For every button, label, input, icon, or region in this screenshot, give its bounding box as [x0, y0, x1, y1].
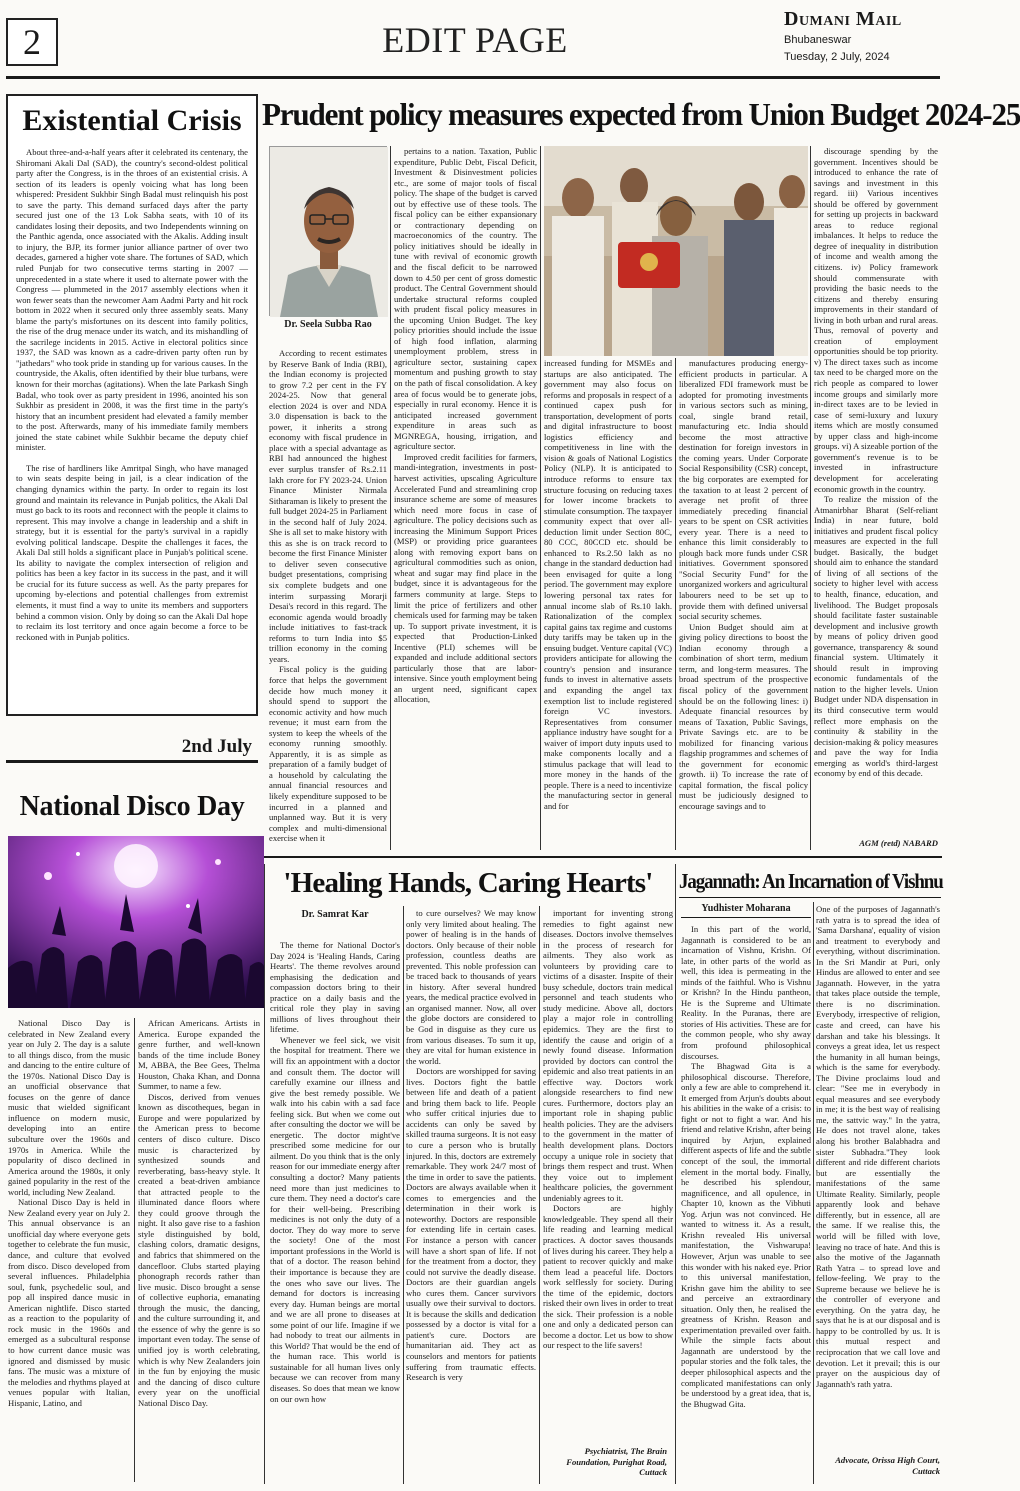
existential-paragraph-1: About three-and-a-half years after it celebrated its centenary, the Shiromani Akali Dal (SAD), the country's second-oldest political party after the Congress, is in the throes of an existential crisis. A section of its leaders is openly voicing what has long been whispered: President Sukhbir Singh Badal must relinquish his post to save the party. This demand surfaced days after the party secured just one of the 13 Lok Sabha seats, with 10 of its candidates losing their deposits, and two Independents winning on the Panthic agenda, once associated with the Akalis. Adding insult to injury, the BJP, its former junior alliance partner of over two decades, garnered a higher vote share. The fortunes of SAD, which ruled Punjab for two consecutive terms starting in 2007 — unprecedented in a state where it used to alternate power with the Congress — plummeted in the 2017 assembly elections when it won fewer seats than the newcomer Aam Aadmi Party and hit rock bottom in 2022 when it secured only three assembly seats. Many blame the party's misfortunes on its descent into family politics, the rise of the drug menace under its watch, and its mishandling of the sacrilege incidents in 2015. Active in electoral politics since 1937, the SAD was known as a cadre-driven party often run by "jathedars" who took pride in standing up for various causes. In the countryside, the Akalis, often identified by their blue turbans, were known for their morchas (agitations). When the late Parkash Singh Badal, who took over as party president in 1996, anointed his son Sukhbir as president in 2008, it was the first time in the party's history that an incumbent president had elevated a family member to the post. Afterwards, many of his immediate family members joined the state cabinet while Sukhbir became the deputy chief minister.	[16, 147, 248, 453]
paragraph: discourage spending by the government. Incentives should be introduced to enhance the rate of savings and investment in this regard. iii) Various incentives should be offered by government for setting up projects in backward areas to reduce regional imbalances. It helps to reduce the degree of inequality in distribution of income and wealth among the citizens. iv) Policy framework should commensurate with providing the basic needs to the citizens and thereby ensuring improvements in their standard of living in both urban and rural areas. Thus, removal of poverty and creation of employment opportunities should be top priority. v) The direct taxes such as income tax need to be charged more on the rich people as compared to lower income groups and similarly more in-direct taxes are to be levied in case of semi-luxury and luxury items which are mostly consumed by upper class and high-income groups. vi) A sizeable portion of the government's revenue is to be invested in infrastructure development for accelerating economic growth in the country.	[814, 146, 938, 494]
existential-crisis-box	[6, 94, 258, 716]
paragraph: Fiscal policy is the guiding force that helps the government decide how much money it should spend to support the economic activity and how much revenue; it must earn from the system to keep the wheels of the economy running smoothly. Apparently, it is as simple as preparation of a family budget of a household by calculating the annual financial resources and likely expenditure supposed to be incurred in a planned and unplanned way. But it is very complex and multi-dimensional exercise when it	[269, 664, 387, 844]
budget-column-4	[679, 358, 808, 848]
healing-column-2	[406, 908, 536, 1484]
jagannath-author: Yudhister Moharana	[701, 903, 791, 914]
existential-paragraph-2: The rise of hardliners like Amritpal Singh, who have managed to win seats despite being in jail, is a clear indication of the changing dynamics within the party. In order to regain its lost ground and maintain its relevance in Punjab politics, the Akali Dal must go back to its roots and reconnect with the people it claims to represent. This may involve a change in leadership and a shift in strategy, but it is essential for the party's survival in a rapidly evolving political landscape. Despite the challenges it faces, the Akali Dal still holds a significant place in Punjab's political scene. Its ability to navigate the complex intersection of religion and politics has been a key factor in its success in the past, and it will be crucial for its future success as well. As the party prepares for upcoming by-elections and potential challenges from extremist elements, it must find a way to unite its members and supporters behind a common vision. Only by doing so can the Akali Dal hope to reclaim its lost territory and once again become a force to be reckoned with in Punjab politics.	[16, 462, 248, 642]
budget-photo	[544, 146, 808, 356]
paragraph: According to recent estimates by Reserve Bank of India (RBI), the Indian economy is projected to grow 7.2 per cent in the FY 2024-25. Now that general election 2024 is over and NDA 3.0 dispensation is back to the power, it inherits a strong economy with fiscal prudence in place with a special advantage as RBI had announced the highest ever surplus transfer of Rs.2.11 lakh crore for FY 2023-24. Union Finance Minister Nirmala Sitharaman is likely to present the full budget 2024-25 in Parliament in the second half of July 2024. She is all set to make history with this as she is on track record to become the first Finance Minister to deliver seven consecutive budget presentations, comprising six complete budgets and one interim surpassing Morarji Desai's record in this regard. The economic agenda would broadly include initiatives to fast-track reforms to turn India into $5 trillion economy in the coming years.	[269, 348, 387, 664]
paragraph: African Americans. Artists in America. Europe expanded the genre further, and well-known bands of the time include Boney M, ABBA, the Bee Gees, Thelma Houston, Chaka Khan, and Donna Summer, to name a few.	[138, 1018, 260, 1092]
healing-column-1	[270, 940, 400, 1484]
disco-tag-rule	[6, 760, 258, 763]
budget-column-2	[394, 146, 537, 848]
paragraph: Union Budget should aim at giving policy directions to boost the Indian economy through a combination of short term, medium term, and long-term measures. The broad spectrum of the prospective fiscal policy of the government should be on the following lines: i) Adequate financial resources by means of Taxation, Public Savings, Private Savings etc. are to be mobilized for financing various flagship programmes and schemes of the government for economic growth. ii) To increase the rate of capital formation, the fiscal policy must be judiciously designed to encourage savings and to	[679, 621, 808, 811]
budget-author: Dr. Seela Subba Rao	[284, 319, 372, 330]
jagannath-credit-line-2: Cuttack	[912, 1465, 940, 1476]
healing-author: Dr. Samrat Kar	[301, 909, 369, 920]
left-column-divider	[264, 864, 265, 1484]
paragraph: Improved credit facilities for farmers, mandi-integration, investments in post-harvest activities, upscaling Agriculture Accelerated Fund and streamlining crop insurance scheme are some of measures which need more focus in case of agriculture. The policy decisions such as increasing the Minimum Support Prices (MSP) or providing price guarantees along with removing export bans on agricultural commodities such as onion, wheat and sugar may find place in the budget, since it is advantageous for the farmers community at large. Steps to limit the price of fertilizers and other chemicals used for farming may be taken up. To support private investment, it is expected that Production-Linked Incentive (PLI) schemes will be expanded and include additional sectors particularly those that are labor-intensive. Since youth employment being an urgent need, significant capex allocation,	[394, 451, 537, 705]
paragraph: The theme for National Doctor's Day 2024 is 'Healing Hands, Caring Hearts'. The theme revolves around emphasising the dedication and compassion doctors bring to their practice on a daily basis and the critical role they play in saving millions of lives throughout their lifetime.	[270, 940, 400, 1035]
paragraph: To realize the mission of the Atmanirbhar Bharat (Self-reliant India) in near future, bold initiatives and prudent fiscal policy measures are expected in the full budget. Basically, the budget should aim to enhance the standard of living of all sections of the society to higher level with access to health, finance, education, and livelihood. The Budget proposals should facilitate faster sustainable development and inclusive growth by means of policy driven good governance, transparency & sound financial system. Ultimately it should result in improving economic fundamentals of the nation to the higher levels. Union Budget under NDA dispensation in its third consecutive term would reflect more emphasis on the continuity & stability in the decision-making & policy measures and pave the way for India emerging as world's third-largest economy by end of this decade.	[814, 494, 938, 779]
healing-divider-1	[403, 906, 404, 1484]
disco-photo	[8, 836, 264, 1008]
disco-date-tag: 2nd July	[181, 736, 252, 757]
paragraph: Doctors are worshipped for saving lives. Doctors fight the battle between life and death of a patient and bring them back to life. People who suffer critical injuries due to accidents can only be saved by skilled trauma surgeons. It is not easy to cure a person who is brutally injured. In this, doctors are extremely remarkable. They work 24/7 most of the time in order to save the patients. Doctors are always available when it comes to emergencies and the determination in their work is noteworthy. Doctors are responsible for extending life in certain cases. For instance a person with cancer will have a short span of life. If not for the treatment from a doctor, they could not survive the deadly disease. Doctors are their guardian angels who cures them. Cancer survivors usually owe their survival to doctors. It is because the skills and dedication possessed by a doctor is vital for a patient's cure. Doctors are humanitarian aid. They act as counselors and mentors for patients suffering from traumatic effects. Research is very	[406, 1066, 536, 1383]
healing-headline: 'Healing Hands, Caring Hearts'	[283, 867, 653, 899]
edition-city: Bhubaneswar	[784, 34, 852, 46]
jagannath-headline-rule	[679, 897, 941, 898]
jagannath-credit	[800, 1455, 940, 1476]
paper-name: Dumani Mail	[784, 8, 902, 30]
paragraph: Doctors are highly knowledgeable. They spend all their life reading and learning medical practices. A doctor saves thousands of lives during his career. They help a patient to recover quickly and make them lead a peaceful life. Doctors work selflessly for society. During the time of the epidemic, doctors risked their own lives in order to treat the sick. Their profession is a noble one and only a dedicated person can become a doctor. Let us bow to show our respect to the life savers!	[543, 1203, 673, 1351]
jagannath-column-2: One of the purposes of Jagannath's rath yatra is to spread the idea of 'Sama Darshana', equality of vision and treatment to everybody and everything, without discrimination. In the Sri Mandir at Puri, only Hindus are allowed to enter and see Jagannath. However, in the yatra that takes place outside the temple, there is no discrimination. Everybody, irrespective of religion, caste and creed, can have his darshan and take his blessings. It conveys a great idea, let us respect the humanity in all human beings, which is the same for everybody. The Divine proclaims loud and clear: "See me in everybody in equal measures and see everybody in me; it is the best way of realising me, the sattvic way." In the yatra, He does not travel alone, takes along his brother Balabhadra and sister Subhadra."They look different and ride different chariots but are essentially the manifestations of the same Ultimate Reality. Similarly, people apparently look and behave differently, but in essence, all are the same. If we realise this, the world will be filled with love, leaving no trace of hate. And this is also the motive of the Jagannath Rath Yatra – to spread love and fellow-feeling. We pray to the Supreme because we believe he is the controller of everyone and everything. On the yatra day, he says that he is at our disposal and is happy to be controlled by us. It is this mutual respect and reciprocation that we call love and devotion. Let it prevail; this is our prayer on the auspicious day of Jagannath's rath yatra.	[816, 904, 940, 1389]
healing-credit-line-2: Foundation, Purighat Road,	[566, 1456, 667, 1467]
existential-crisis-body	[16, 147, 248, 709]
page-number-box	[6, 18, 58, 66]
existential-crisis-headline: Existential Crisis	[22, 104, 242, 137]
budget-bottom-rule	[262, 856, 942, 858]
disco-column-2	[138, 1018, 260, 1482]
healing-column-3	[543, 908, 673, 1442]
paragraph: pertains to a nation. Taxation, Public expenditure, Public Debt, Fiscal Deficit, Investment & Disinvestment policies etc., are some of major tools of fiscal policy. The shape of the budget is carved out by effective use of these tools. The fiscal policy can be either expansionary or contractionary depending on macroeconomics of the country. The policy initiatives should be ideally in tune with revival of economic growth and the fiscal deficit to be narrowed down to 4.50 per cent of gross domestic product. The Central Government should undertake structural reforms coupled with prudent fiscal policy measures in the upcoming Union Budget. The key policy priorities should include the issue of high food inflation, alarming unemployment problem, stress in agriculture sector, sustaining capex momentum and pushing growth to stay on the path of fiscal consolidation. A key area of focus would be to generate jobs, especially in rural economy. Hence it is anticipated increased government expenditure in areas such as MGNREGA, housing, irrigation, and agriculture sector.	[394, 146, 537, 452]
disco-divider	[134, 1018, 135, 1482]
paragraph: manufactures producing energy-efficient products in particular. A liberalized FDI framework must be adopted for promoting investments in various sectors such as mining, coal, single brand retail, manufacturing etc. India should become the most attractive destination for foreign investors in the coming years. Under Corporate Social Responsibility (CSR) concept, the big corporates are exempted for the taxation to at least 2 percent of average net profit of three immediately preceding financial years to be spent on CSR activities every year. There is a need to enhance this limit considerably to plough back more funds under CSR initiatives. Government sponsored "Social Security Fund" for the unorganized workers and agricultural labourers need to be set up to provide them with defined universal social security schemes.	[679, 358, 808, 622]
budget-divider-4	[810, 146, 811, 850]
healing-jagannath-divider	[675, 864, 676, 1484]
healing-credit-line-3: Cuttack	[639, 1467, 667, 1477]
paragraph: Whenever we feel sick, we visit the hospital for treatment. There we will fix an appointment with a doctor and consult them. The doctor will carefully examine our illness and give the best remedy possible. We walk into his cabin with a sad face feeling sick. But when we come out after consulting the doctor we will be energetic. The doctor might've prescribed some medicine for our ailment. Do you think that is the only reason for our immediate energy after consulting a doctor? Many patients need more than just medicines to cure them. They need a doctor's care for their well-being. Prescribing medicines is not only the duty of a doctor. They do way more to serve the society! One of the most important professions in the World is that of a doctor. The reason behind their importance is because they are the ones who save our lives. The demand for doctors is increasing every day. Human beings are mortal and we are all prone to diseases at some point of our life. Imagine if we had nobody to treat our ailments in this World? That would be the end of the human race. This world is sustainable for all human lives only because we can recover from many diseases. So does that mean we know on our own how	[270, 1034, 400, 1404]
jagannath-credit-line-1: Advocate, Orissa High Court,	[835, 1455, 940, 1465]
paragraph: Discos, derived from venues known as discotheques, began in Europe and were popularized by the American press to become centers of disco culture. Disco music is characterized by synthesized sounds and reverberating, bass-heavy style. It created a beat-driven ambiance that attracted people to the illuminated dance floors where they could groove through the night. It also gave rise to a fashion style distinguished by bold, clashing colors, dramatic designs, and fabrics that shimmered on the dancefloor. Clubs started playing phonograph records rather than live music. Disco brought a sense of collective euphoria, emanating through the music, the dancing, and the culture surrounding it, and the essence of why the genre is so important even today. The sense of unified joy is worth celebrating, which is why New Zealanders join in the fun by enjoying the music and the dancing of disco culture every year on the unofficial National Disco Day.	[138, 1091, 260, 1408]
jagannath-headline: Jagannath: An Incarnation of Vishnu	[679, 869, 943, 893]
budget-headline: Prudent policy measures expected from Union Budget 2024-25	[262, 96, 1020, 132]
paragraph: In this part of the world, Jagannath is considered to be an incarnation of Vishnu, Krishn. Of late, in other parts of the world as well, this idea is permeating in the minds of the faithful. Who is Vishnu or Krishn? In the Hindu pantheon, He is the Supreme and Ultimate Reality. In the Puranas, there are stories of His activities. These are for the common people, who shy away from profound philosophical discourses.	[681, 924, 811, 1061]
disco-headline: National Disco Day	[19, 791, 245, 822]
paragraph: important for inventing strong remedies to fight against new diseases. Doctors involve themselves in the process of research for ailments. They also work as volunteers by providing care to victims of a disaster. Inspite of their busy schedule, doctors train medical personnel and teach students who study medicine. Above all, doctors play a major role in controlling epidemics. They are the first to identify the cause and origin of a newly found disease. Information provided by doctors can control the epidemic and also treat patients in an effective way. Doctors work alongside researchers to find new cures. Furthermore, doctors play an important role in shaping public health policies. They are the advisers to the government in the matter of health development plans. Doctors occupy a unique role in society that brings them respect and trust. When they voice out to implement healthcare policies, the government undeniably agrees to it.	[543, 908, 673, 1203]
budget-divider-2	[540, 146, 541, 850]
budget-divider-1	[390, 146, 391, 850]
page-number: 2	[23, 22, 41, 62]
section-title: EDIT PAGE	[382, 20, 568, 60]
disco-column-1	[8, 1018, 130, 1482]
budget-divider-3	[675, 358, 676, 850]
paragraph: National Disco Day is celebrated in New Zealand every year on July 2. The day is a salute to all things disco, from the music and dancing to the entire culture of the 1970s. National Disco Day is an unofficial observance that focuses on the genre of dance music that wielded significant influence on modern music, developing into an entire subculture over the 1960s and 1970s in America. While the popularity of disco declined in America around the 1980s, it only gained popularity in the rest of the world, including New Zealand.	[8, 1018, 130, 1197]
author-photo	[269, 146, 387, 316]
paragraph: to cure ourselves? We may know only very limited about healing. The power of healing is in the hands of doctors. Only because of their noble profession, countless deaths are prevented. This noble profession can be traced back to thousands of years in history. After several hundred years, the medical practice evolved in an organised manner. Now, all over the globe doctors are considered to be God in disguise as they cure us from various diseases. To sum it up, they are vital for human existence in the world.	[406, 908, 536, 1066]
budget-column-1	[269, 348, 387, 848]
paragraph: National Disco Day is held in New Zealand every year on July 2. This annual observance is an unofficial day where everyone gets together to celebrate the fun music, dance, and culture that evolved from disco. Disco developed from several influences. Philadelphia soul, funk, psychedelic soul, and pop all inspired dance music in American nightlife. Disco started as a reaction to the popularity of rock music in the 1960s and emerged as a subcultural response to how current dance music was ignored and dismissed by music fans. The music was a mixture of the melodies and rhythms played at venues popular with Italian, Hispanic, Latino, and	[8, 1197, 130, 1408]
paragraph: The Bhagwad Gita is a philosophical discourse. Therefore, only a few are able to comprehend it. It emerged from Arjun's doubts about his abilities in the wake of a crisis: to fight or not to fight a war. And his friend and relative Krishn, after being inquired by Arjun, explained different aspects of life and the subtle concept of the soul, the immortal element in the mortal body. Finally, he described his splendour, magnificence, and all opulence, in Chapter 10, known as the Vibhuti Yog. Arjun was not convinced. He wanted to witness it. As a result, Krishn revealed His universal manifestation, the Vishwarupa! However, Arjun was unable to see this wonder with his naked eye. Prior to this universal manifestation, Krishn gave him the ability to see and perceive an extraordinary situation. Only then, he realised the greatness of Krishn. Reason and experimentation prevailed over faith. While the simple facts about Jagannath are understood by the popular stories and the folk tales, the deeper philosophical aspects and the complicated manifestations can only be understood by a great idea, that is, the Bhugwad Gita.	[681, 1061, 811, 1409]
jagannath-author-rule	[681, 917, 811, 918]
budget-credit: AGM (retd) NABARD	[859, 838, 938, 848]
healing-divider-2	[539, 906, 540, 1484]
masthead-rule	[6, 76, 940, 79]
healing-credit-line-1: Psychiatrist, The Brain	[584, 1446, 667, 1456]
jagannath-column-1	[681, 924, 811, 1484]
budget-column-5	[814, 146, 938, 836]
healing-credit	[543, 1446, 667, 1478]
budget-column-3: increased funding for MSMEs and startups are also anticipated. The government may also focus on reforms and proposals in respect of a continued capex push for transportation, development of ports and digital infrastructure to boost logistics efficiency and competitiveness in line with the vision & goals of National Logistics Policy (NLP). It is anticipated to introduce reforms to ensure tax structure focusing on reducing taxes for lower income brackets to stimulate consumption. The taxpayer community expect that over all-deduction limit under Section 80C, 80 CCC, 80CCD etc. should be enhanced to Rs.2.50 lakh as no change in the standard deduction had been envisaged for quite a long period. The government may explore lowering personal tax rates for annual income slab of Rs.10 lakh. Rationalization of the complex capital gains tax regime and customs duty tariffs may be taken up in the ensuing budget. Venture capital (VC) providers anticipate for allowing the country's pension and insurance funds to invest in alternative assets and expanding the angel tax exemption list to include registered foreign VC investors. Representatives from consumer appliance industry have sought for a waiver of import duty inputs used to make components locally and a stimulus package that will lead to more money in the hands of the people. There is a need to incentivize the manufacturing sector in general and for	[544, 358, 672, 811]
edition-date: Tuesday, 2 July, 2024	[784, 51, 890, 63]
jagannath-divider	[813, 902, 814, 1484]
